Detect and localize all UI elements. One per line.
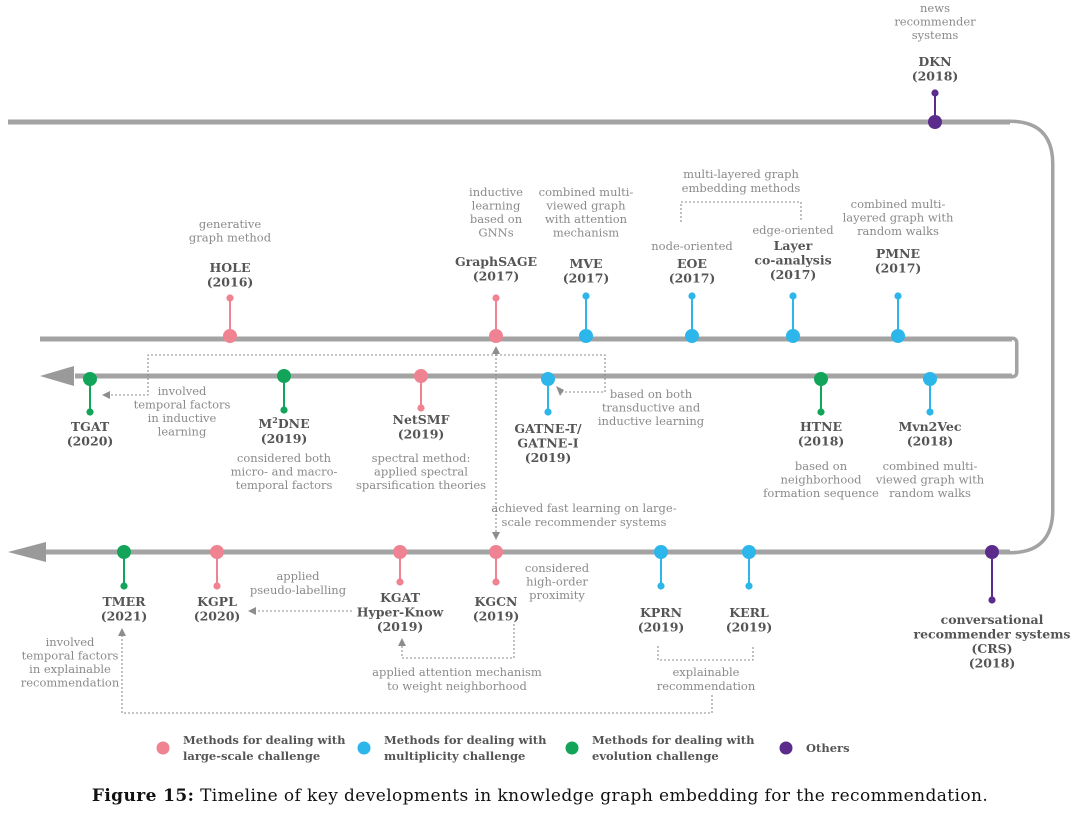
- milestone-crs: [914, 545, 1071, 671]
- mvn2vec-label: Mvn2Vec (2018): [898, 419, 962, 449]
- caption-text: Timeline of key developments in knowledge graph embedding for the recommendation.: [194, 786, 989, 806]
- eoe-description: node-oriented: [651, 239, 733, 253]
- milestone-graphsage: [455, 185, 537, 343]
- hole-label: HOLE (2016): [206, 260, 254, 290]
- track-middle-inner: [1012, 341, 1014, 374]
- milestone-pmne: [843, 197, 954, 343]
- layer-stem-dot: [789, 292, 796, 299]
- mvn2vec-node: [923, 372, 937, 386]
- htne-description: based on neighborhood formation sequence: [763, 459, 879, 500]
- caption-label: Figure 15:: [91, 786, 195, 806]
- kerl-node: [742, 545, 756, 559]
- kgcn-label: KGCN (2019): [472, 594, 520, 624]
- annot-inductive-temporal: involved temporal factors in inductive learning: [133, 384, 231, 439]
- annot-temporal-explainable: involved temporal factors in explainable recommendation: [20, 635, 120, 690]
- legend-swatch-evolution: [566, 742, 579, 755]
- track-middle: [40, 339, 1016, 376]
- legend-label-others: Others: [806, 741, 850, 755]
- annot-pseudo: applied pseudo-labelling: [249, 569, 347, 597]
- pmne-node: [891, 329, 905, 343]
- mve-label: MVE (2017): [562, 256, 610, 286]
- crs-stem-dot: [988, 596, 995, 603]
- eoe-label: EOE (2017): [668, 256, 716, 286]
- m2dne-description: considered both micro- and macro-temporal factors: [230, 451, 338, 492]
- m2dne-label: $M^2DNE$: [258, 415, 310, 431]
- kgpl-label: KGPL (2020): [193, 594, 241, 624]
- kprn-stem-dot: [657, 582, 664, 589]
- kgpl-node: [210, 545, 224, 559]
- mve-stem-dot: [582, 292, 589, 299]
- netsmf-description: spectral method: applied spectral sparsification theories: [355, 451, 487, 492]
- tmer-node: [117, 545, 131, 559]
- graphsage-node: [489, 329, 503, 343]
- dkn-stem-dot: [931, 89, 938, 96]
- milestone-mvn2vec: [875, 372, 985, 500]
- legend-item-evolution: [566, 733, 756, 763]
- legend-label-multiplicity: Methods for dealing with multiplicity challenge: [384, 733, 547, 763]
- gatne-node: [541, 372, 555, 386]
- eoe-node: [685, 329, 699, 343]
- layer-description: edge-oriented: [752, 223, 834, 237]
- graphsage-description: inductive learning based on GNNs: [469, 185, 523, 240]
- gatne-label: GATNE-T/ GATNE-I (2019): [514, 421, 582, 465]
- hole-stem-dot: [226, 294, 233, 301]
- pmne-stem-dot: [894, 292, 901, 299]
- arrow-graphsage: [492, 346, 500, 354]
- milestone-dkn: [894, 1, 976, 129]
- milestone-layer: [67, 1, 1071, 671]
- bracket-multi-layered: [681, 202, 801, 222]
- tgat-stem-dot: [86, 408, 93, 415]
- track-outer-inner: [1010, 124, 1050, 550]
- dkn-node: [928, 115, 942, 129]
- arrow-gatne: [556, 386, 564, 396]
- milestone-kerl: [726, 545, 773, 635]
- tgat-node: [83, 372, 97, 386]
- bracket-explainable: [658, 646, 753, 660]
- milestone-tmer: [101, 545, 148, 624]
- annot-fast-learning: achieved fast learning on large-scale recommender systems: [491, 501, 677, 529]
- arrowhead-middle: [40, 366, 74, 386]
- legend-item-large_scale: [157, 733, 347, 763]
- annot-multi-layered: multi-layered graph embedding methods: [681, 167, 801, 195]
- netsmf-node: [414, 369, 428, 383]
- kgcn-node: [489, 545, 503, 559]
- kerl-label: KERL (2019): [725, 605, 773, 635]
- m2dne-node: [277, 369, 291, 383]
- legend-swatch-large_scale: [157, 742, 170, 755]
- milestone-kgpl: [194, 545, 241, 624]
- htne-node: [814, 372, 828, 386]
- legend-label-evolution: Methods for dealing with evolution challenge: [592, 733, 755, 763]
- milestone-eoe: [651, 239, 733, 343]
- kgat-node: [393, 545, 407, 559]
- annot-explainable: explainable recommendation: [656, 665, 756, 693]
- legend-item-multiplicity: [358, 733, 548, 763]
- mve-description: combined multi-viewed graph with attention mechanism: [538, 185, 634, 240]
- milestone-m2dne: [231, 369, 338, 492]
- arrow-kgcn: [492, 532, 500, 540]
- graphsage-label: GraphSAGE (2017): [454, 254, 538, 284]
- htne-stem-dot: [817, 408, 824, 415]
- arrow-tgat: [102, 391, 110, 399]
- milestone-kgat: [357, 545, 445, 634]
- gatne-stem-dot: [544, 408, 551, 415]
- tmer-stem-dot: [120, 582, 127, 589]
- kprn-label: KPRN (2019): [637, 605, 685, 635]
- hole-node: [223, 329, 237, 343]
- kerl-stem-dot: [745, 582, 752, 589]
- milestone-layer: [752, 223, 834, 343]
- layer-node: [786, 329, 800, 343]
- milestone-kgcn: [473, 545, 590, 624]
- arrow-tmer: [118, 628, 126, 636]
- kprn-node: [654, 545, 668, 559]
- milestone-gatne: [514, 372, 582, 465]
- annot-transductive: based on both transductive and inductive learning: [597, 387, 705, 428]
- dkn-description: news recommender systems: [894, 1, 976, 42]
- legend-label-large_scale: Methods for dealing with large-scale challenge: [183, 733, 346, 763]
- milestone-netsmf: [356, 369, 486, 492]
- m2dne-year: (2019): [260, 431, 308, 446]
- crs-label: conversational recommender systems (CRS) (2018): [913, 612, 1071, 671]
- netsmf-stem-dot: [417, 404, 424, 411]
- legend-swatch-others: [780, 742, 793, 755]
- kgat-stem-dot: [396, 578, 403, 585]
- crs-node: [985, 545, 999, 559]
- netsmf-label: NetSMF (2019): [392, 412, 450, 442]
- milestone-mve: [539, 185, 634, 343]
- htne-label: HTNE (2018): [797, 419, 845, 449]
- milestone-htne: [763, 372, 879, 500]
- legend-item-others: [780, 741, 850, 755]
- dkn-label: DKN (2018): [911, 54, 959, 84]
- eoe-stem-dot: [688, 292, 695, 299]
- kgcn-description: considered high-order proximity: [524, 561, 590, 602]
- arrowhead-bottom: [8, 542, 46, 562]
- tgat-label: TGAT (2020): [66, 419, 114, 449]
- pmne-label: PMNE (2017): [874, 246, 922, 276]
- legend-swatch-multiplicity: [358, 742, 371, 755]
- milestone-hole: [189, 217, 272, 343]
- mvn2vec-description: combined multi-viewed graph with random walks: [875, 459, 985, 500]
- mve-node: [579, 329, 593, 343]
- figure-caption: [0, 786, 1080, 806]
- kgcn-stem-dot: [492, 578, 499, 585]
- hole-description: generative graph method: [188, 217, 272, 245]
- tmer-label: TMER (2021): [100, 594, 148, 624]
- kgat-label: KGAT Hyper-Know (2019): [356, 590, 444, 634]
- mvn2vec-stem-dot: [926, 408, 933, 415]
- pmne-description: combined multi-layered graph with random walks: [842, 197, 954, 238]
- annot-attention: applied attention mechanism to weight neighborhood: [372, 665, 542, 693]
- m2dne-stem-dot: [280, 406, 287, 413]
- arrow-kgat: [398, 638, 406, 646]
- legend: [157, 733, 850, 763]
- arrow-kgpl: [248, 607, 256, 615]
- layer-label: Layer co-analysis (2017): [754, 238, 832, 282]
- kgpl-stem-dot: [213, 582, 220, 589]
- milestone-kprn: [638, 545, 685, 635]
- graphsage-stem-dot: [492, 294, 499, 301]
